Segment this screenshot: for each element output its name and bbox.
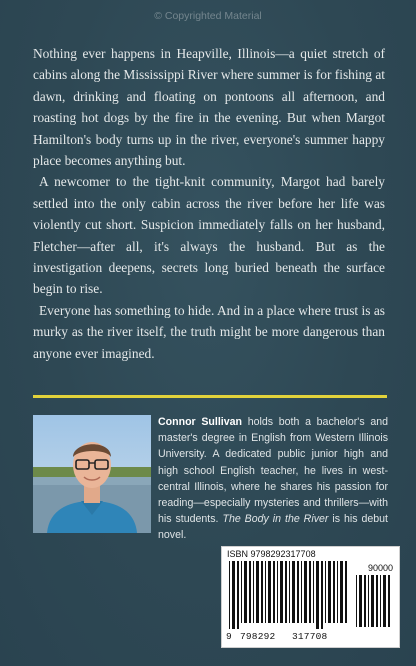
author-name: Connor Sullivan bbox=[158, 416, 242, 428]
copyright-watermark: © Copyrighted Material bbox=[154, 10, 262, 22]
blurb-text bbox=[33, 43, 385, 364]
yellow-divider bbox=[33, 395, 387, 398]
blurb-paragraph-2: A newcomer to the tight-knit community, Margot had barely settled into the only cabin across the river before her life was violently cut short. Suspicion immediately falls on her husband, Fletcher—after all, it's always the husband. But as the investigation deepens, secrets long buried beneath the surface begin to rise. bbox=[33, 174, 385, 297]
author-bio bbox=[158, 414, 388, 544]
isbn-digit-prefix: 9 bbox=[226, 631, 232, 642]
price-barcode-bars bbox=[354, 575, 394, 633]
blurb-paragraph-1: Nothing ever happens in Heapville, Illinois—a quiet stretch of cabins along the Mississippi River where summer is for fishing at dawn, drinking and floating on pontoons all afternoon, and roasting hot dogs by the fire in the evening. But when Margot Hamilton's body turns up in the river, everyone's summer happy place becomes anything but. bbox=[33, 46, 385, 169]
blurb-paragraph-3: Everyone has something to hide. And in a place where trust is as murky as the river itself, the truth might be more dangerous than anyone ever imagined. bbox=[33, 302, 385, 361]
isbn-digit-group-2: 317708 bbox=[292, 631, 328, 642]
author-photo bbox=[33, 415, 151, 533]
price-code: 90000 bbox=[367, 563, 393, 573]
isbn-barcode bbox=[221, 546, 400, 648]
book-title: The Body in the River bbox=[222, 513, 329, 526]
barcode-bars bbox=[227, 561, 351, 633]
isbn-label: ISBN 9798292317708 bbox=[227, 549, 316, 559]
isbn-digit-group-1: 798292 bbox=[240, 631, 276, 642]
author-bio-text: holds both a bachelor's and master's degree in English from Western Illinois University. A dedicated public junior high and high school English teacher, he lives in west-central Illinois, where he shares his passion for reading—especially mysteries and thrillers—with his students. bbox=[158, 416, 388, 526]
author-bio-ending: is his debut novel. bbox=[158, 513, 388, 542]
